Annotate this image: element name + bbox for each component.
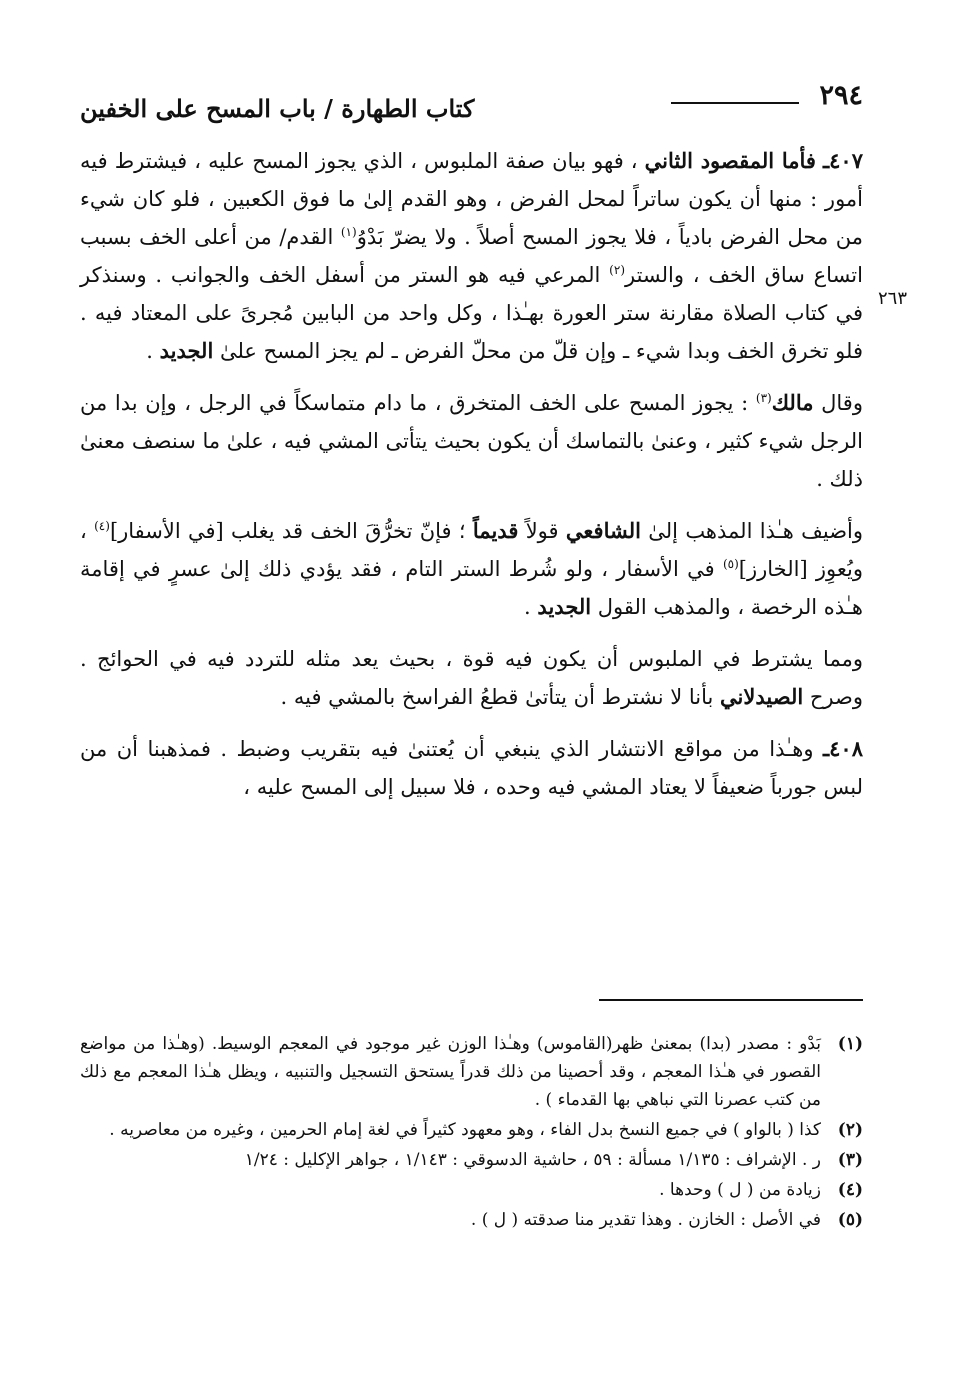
footnote-number: (٤) xyxy=(837,1180,863,1200)
footnote-number: (٣) xyxy=(837,1150,863,1170)
text-run: قولاً xyxy=(525,519,559,543)
footnotes xyxy=(80,1030,863,1236)
footnote-number: (٥) xyxy=(837,1210,863,1230)
text-run: في الأسفار ، ولو شُرط الستر التام ، فقد يؤدي ذلك إلىٰ عسرٍ في إقامة هـٰذه الرخصة ، والمذهب القول xyxy=(80,557,863,619)
main-text xyxy=(80,142,863,820)
running-title: كتاب الطهارة / باب المسح على الخفين xyxy=(80,94,475,123)
text-run: . xyxy=(146,339,153,363)
margin-page-reference: ٢٦٣ xyxy=(878,288,908,309)
footnote-text: بَدْو : مصدر (بدا) بمعنىٰ ظهر(القاموس) وهـٰذا الوزن غير موجود في المعجم الوسيط. (وهـٰذا من مواضع القصور في هـٰذا المعجم ، وقد أحصينا من ذلك قدراً يستحق التسجيل والتنبيه ، ويظل هـٰذا المعجم مع ذلك من كتب عصرنا التي نباهي بها القدماء ) . xyxy=(80,1034,821,1110)
text-run: وقال xyxy=(821,391,863,415)
page-number: ٢٩٤ xyxy=(819,80,863,111)
text-run: وهـٰذا من مواقع الانتشار الذي ينبغي أن يُعتنىٰ فيه بتقريب وضبط . فمذهبنا أن من لبس جورباً ضعيفاً لا يعتاد المشي فيه وحده ، فلا سبيل إلى المسح عليه ، xyxy=(80,737,863,799)
text-run: ، فهو بيان صفة الملبوس ، الذي يجوز المسح عليه ، فيشترط فيه أمور : منها أن يكون ساتراً لمحل الفرض ، وهو القدم إلىٰ ما فوق الكعبين ، فلو كان شيء من محل الفرض بادياً ، فلا يجوز المسح أصلاً . ولا يضرّ بَدْوُ xyxy=(80,149,863,249)
text-run: : يجوز المسح على الخف المتخرق ، ما دام متماسكاً في الرجل ، وإن بدا من الرجل شيء كثير ، وعنىٰ بالتماسك أن يكون بحيث يتأتى المشي فيه ، علىٰ ما سنصف معنىٰ ذلك . xyxy=(80,391,863,491)
footnote-3 xyxy=(80,1146,863,1174)
footnote-text: في الأصل : الخازن . وهذا تقدير منا صدقته ( ل ) . xyxy=(470,1210,821,1230)
footnote-ref[interactable]: (٤) xyxy=(94,519,110,533)
page-header xyxy=(80,80,863,128)
bold-phrase: فأما المقصود الثاني xyxy=(644,148,816,173)
text-run: بأنا لا نشترط أن يتأتىٰ قطعُ الفراسخ بالمشي فيه . xyxy=(280,685,714,709)
footnote-ref[interactable]: (٣) xyxy=(755,391,772,405)
footnote-number: (٢) xyxy=(837,1120,863,1140)
paragraph-number: ٤٠٧ـ xyxy=(822,148,863,173)
text-run: وأضيف هـٰذا المذهب إلىٰ xyxy=(648,519,863,543)
paragraph-407 xyxy=(80,142,863,370)
bold-term: قديماً xyxy=(472,518,519,543)
bold-name: الشافعي xyxy=(565,518,641,543)
footnote-separator xyxy=(599,999,863,1001)
footnote-ref[interactable]: (٥) xyxy=(722,557,739,571)
text-run: القدم/ من أعلى الخف بسبب اتساع ساق الخف ، والستر xyxy=(80,225,863,287)
paragraph-malik xyxy=(80,384,863,498)
paragraph-shafii xyxy=(80,512,863,626)
footnote-4 xyxy=(80,1176,863,1204)
footnote-text: زيادة من ( ل ) وحدها . xyxy=(659,1180,821,1200)
bold-term: الجديد xyxy=(159,338,214,363)
paragraph-408 xyxy=(80,730,863,806)
bold-term: الجديد xyxy=(537,594,592,619)
text-run: . xyxy=(524,595,531,619)
footnote-5 xyxy=(80,1206,863,1234)
text-run: ؛ فإنّ تخرُّقَ الخف قد يغلب [في الأسفار] xyxy=(109,519,466,543)
footnote-1 xyxy=(80,1030,863,1114)
text-run: ومما يشترط في الملبوس أن يكون فيه قوة ، بحيث يعد مثله للتردد فيه في الحوائج . وصرح xyxy=(80,647,863,709)
paragraph-number: ٤٠٨ـ xyxy=(822,736,863,761)
footnote-number: (١) xyxy=(837,1034,863,1054)
footnote-text: كذا ( بالواو ) في جميع النسخ بدل الفاء ، وهو معهود كثيراً في لغة إمام الحرمين ، وغيره من معاصريه . xyxy=(109,1120,821,1140)
bold-name: مالك xyxy=(771,390,814,415)
text-run: ، ويُعوِز [الخارز] xyxy=(80,519,864,581)
footnote-ref[interactable]: (١) xyxy=(340,225,357,239)
text-run: المرعي فيه هو الستر من أسفل الخف والجوانب . وسنذكر في كتاب الصلاة مقارنة ستر العورة بهـٰذا ، وكل واحد من البابين مُجرىً على المعتاد فيه . فلو تخرق الخف وبدا شيء ـ وإن قلّ من محلّ الفرض ـ لم يجز المسح علىٰ xyxy=(80,263,863,363)
paragraph-strength xyxy=(80,640,863,716)
footnote-text: ر . الإشراف : ١/١٣٥ مسألة : ٥٩ ، حاشية الدسوقي : ١/١٤٣ ، جواهر الإكليل : ١/٢٤ xyxy=(244,1150,821,1170)
header-rule xyxy=(671,102,799,104)
footnote-2 xyxy=(80,1116,863,1144)
footnote-ref[interactable]: (٢) xyxy=(609,263,625,277)
bold-name: الصيدلاني xyxy=(720,684,804,709)
